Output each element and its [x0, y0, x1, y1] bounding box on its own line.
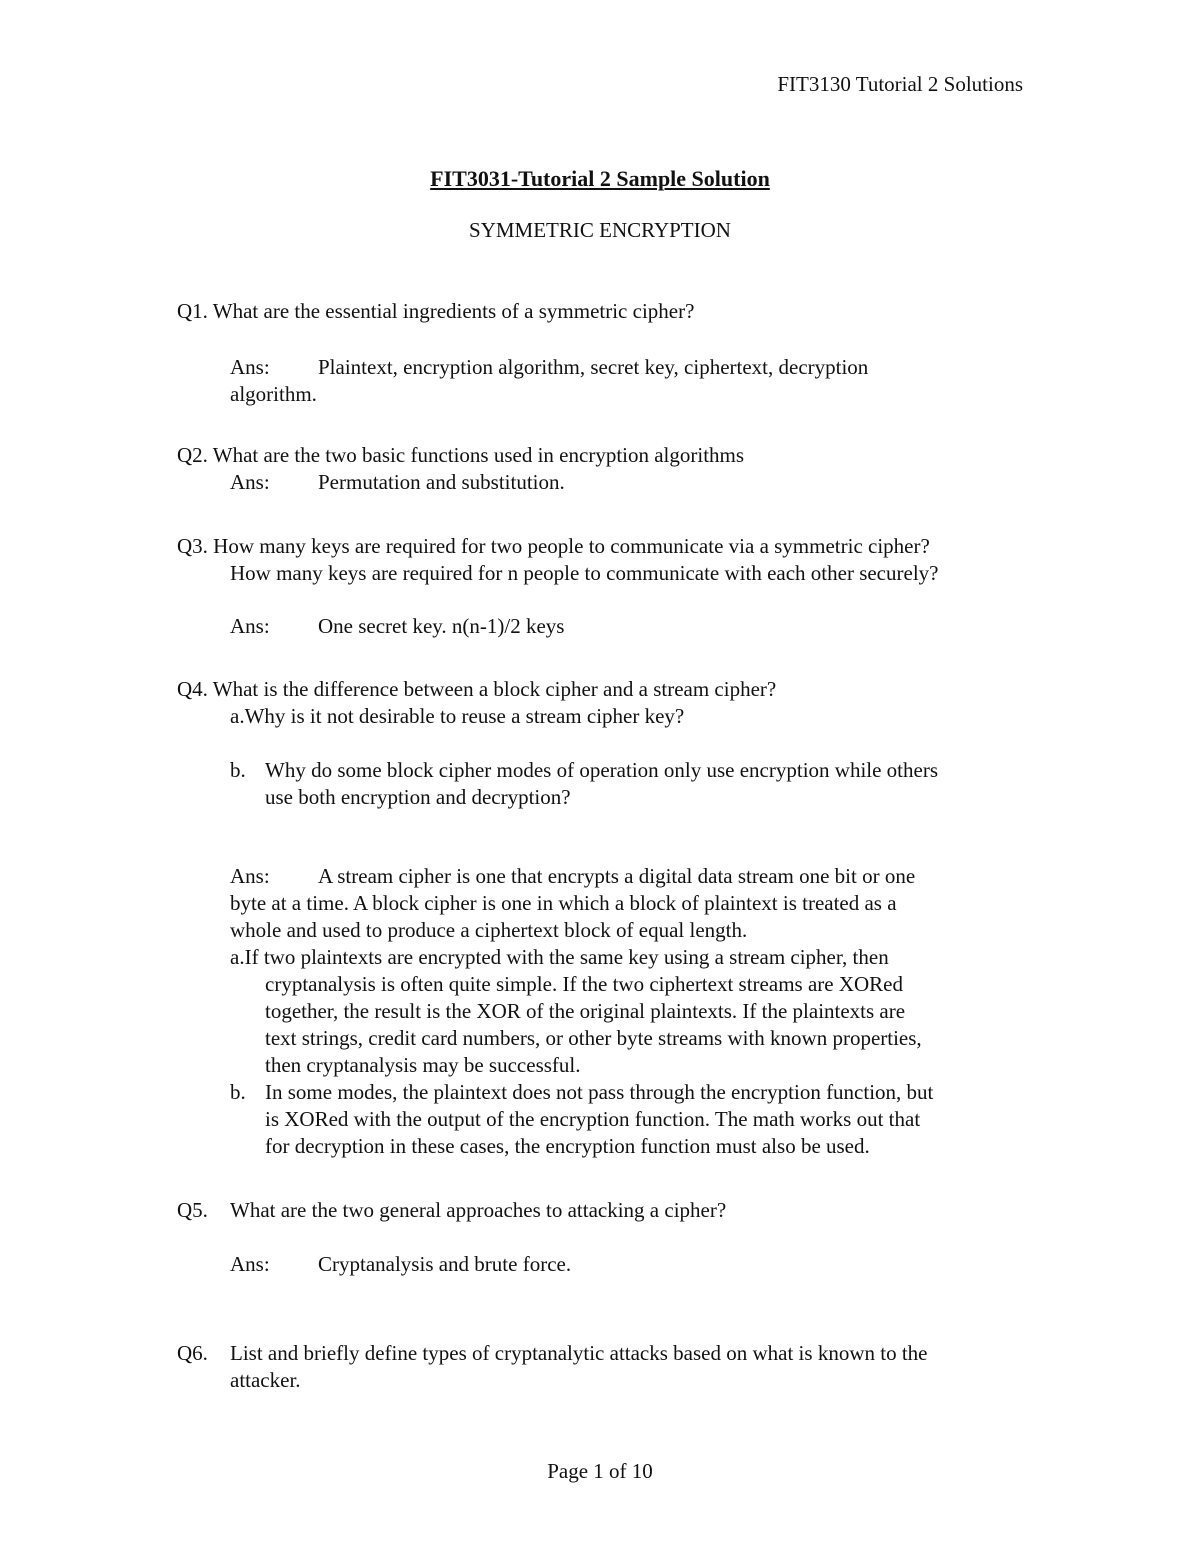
- q4-ans-b-marker: b.: [230, 1080, 246, 1104]
- q4-sub-a: [230, 703, 684, 730]
- q4-ans-b-line-3: for decryption in these cases, the encryption function must also be used.: [265, 1134, 870, 1158]
- q4-sub-b-line-2: use both encryption and decryption?: [265, 785, 571, 809]
- q6-question-line-2: attacker.: [230, 1368, 301, 1392]
- page-footer: Page 1 of 10: [547, 1459, 653, 1483]
- q6-question-text: List and briefly define types of cryptanalytic attacks based on what is known to the: [230, 1341, 928, 1365]
- running-header: FIT3130 Tutorial 2 Solutions: [777, 72, 1023, 96]
- q3-question-line-2: How many keys are required for n people to communicate with each other securely?: [230, 561, 939, 585]
- q3-answer: [230, 613, 564, 640]
- q5-label: Q5.: [177, 1198, 208, 1222]
- q1-answer-line-1: [230, 354, 868, 381]
- q4-ans-a-line-5: then cryptanalysis may be successful.: [265, 1053, 581, 1077]
- q6-question-line-1: [177, 1340, 927, 1367]
- q4-sub-b-line-1: Why do some block cipher modes of operation only use encryption while others: [265, 758, 939, 782]
- q4-ans-a-line-4: text strings, credit card numbers, or other byte streams with known properties,: [265, 1026, 922, 1050]
- q1-ans-label: Ans:: [230, 355, 270, 379]
- q2-ans-label: Ans:: [230, 470, 270, 494]
- q4-answer-line-2: byte at a time. A block cipher is one in which a block of plaintext is treated as a: [230, 891, 897, 915]
- q4-ans-b-line-2: is XORed with the output of the encryption function. The math works out that: [265, 1107, 921, 1131]
- q5-ans-label: Ans:: [230, 1252, 270, 1276]
- q5-question-text: What are the two general approaches to attacking a cipher?: [230, 1198, 727, 1222]
- q4-sub-a-marker: a.: [230, 704, 245, 728]
- q4-ans-a-line-3: together, the result is the XOR of the original plaintexts. If the plaintexts are: [265, 999, 906, 1023]
- document-subtitle: SYMMETRIC ENCRYPTION: [469, 218, 731, 242]
- q4-ans-b-line-1: In some modes, the plaintext does not pass through the encryption function, but: [265, 1080, 934, 1104]
- q4-answer-line-1: [230, 863, 915, 890]
- q4-ans-a-line-1: [230, 944, 889, 971]
- q2-answer-text: Permutation and substitution.: [318, 470, 565, 494]
- q4-answer-line-3: whole and used to produce a ciphertext block of equal length.: [230, 918, 748, 942]
- document-title: FIT3031-Tutorial 2 Sample Solution: [430, 166, 770, 191]
- q3-ans-label: Ans:: [230, 614, 270, 638]
- q2-answer: [230, 469, 565, 496]
- q4-ans-a-text: If two plaintexts are encrypted with the same key using a stream cipher, then: [244, 945, 889, 969]
- q5-question: [177, 1197, 726, 1224]
- q4-sub-a-text: Why is it not desirable to reuse a stream cipher key?: [244, 704, 685, 728]
- q4-sub-b-marker: b.: [230, 758, 246, 782]
- q5-answer-text: Cryptanalysis and brute force.: [318, 1252, 572, 1276]
- q4-ans-label: Ans:: [230, 864, 270, 888]
- q3-question-line-1: Q3. How many keys are required for two people to communicate via a symmetric cipher?: [177, 534, 930, 558]
- q5-answer: [230, 1251, 571, 1278]
- q1-answer-line-2: algorithm.: [230, 382, 317, 406]
- q4-question: Q4. What is the difference between a block cipher and a stream cipher?: [177, 677, 777, 701]
- q2-question: Q2. What are the two basic functions used in encryption algorithms: [177, 443, 745, 467]
- q4-answer-text: A stream cipher is one that encrypts a digital data stream one bit or one: [318, 864, 916, 888]
- q3-answer-text: One secret key. n(n-1)/2 keys: [318, 614, 565, 638]
- q4-ans-a-line-2: cryptanalysis is often quite simple. If the two ciphertext streams are XORed: [265, 972, 903, 996]
- q6-label: Q6.: [177, 1341, 208, 1365]
- q4-ans-a-marker: a.: [230, 945, 245, 969]
- q1-question: Q1. What are the essential ingredients of a symmetric cipher?: [177, 299, 695, 323]
- q1-answer-text: Plaintext, encryption algorithm, secret key, ciphertext, decryption: [318, 355, 869, 379]
